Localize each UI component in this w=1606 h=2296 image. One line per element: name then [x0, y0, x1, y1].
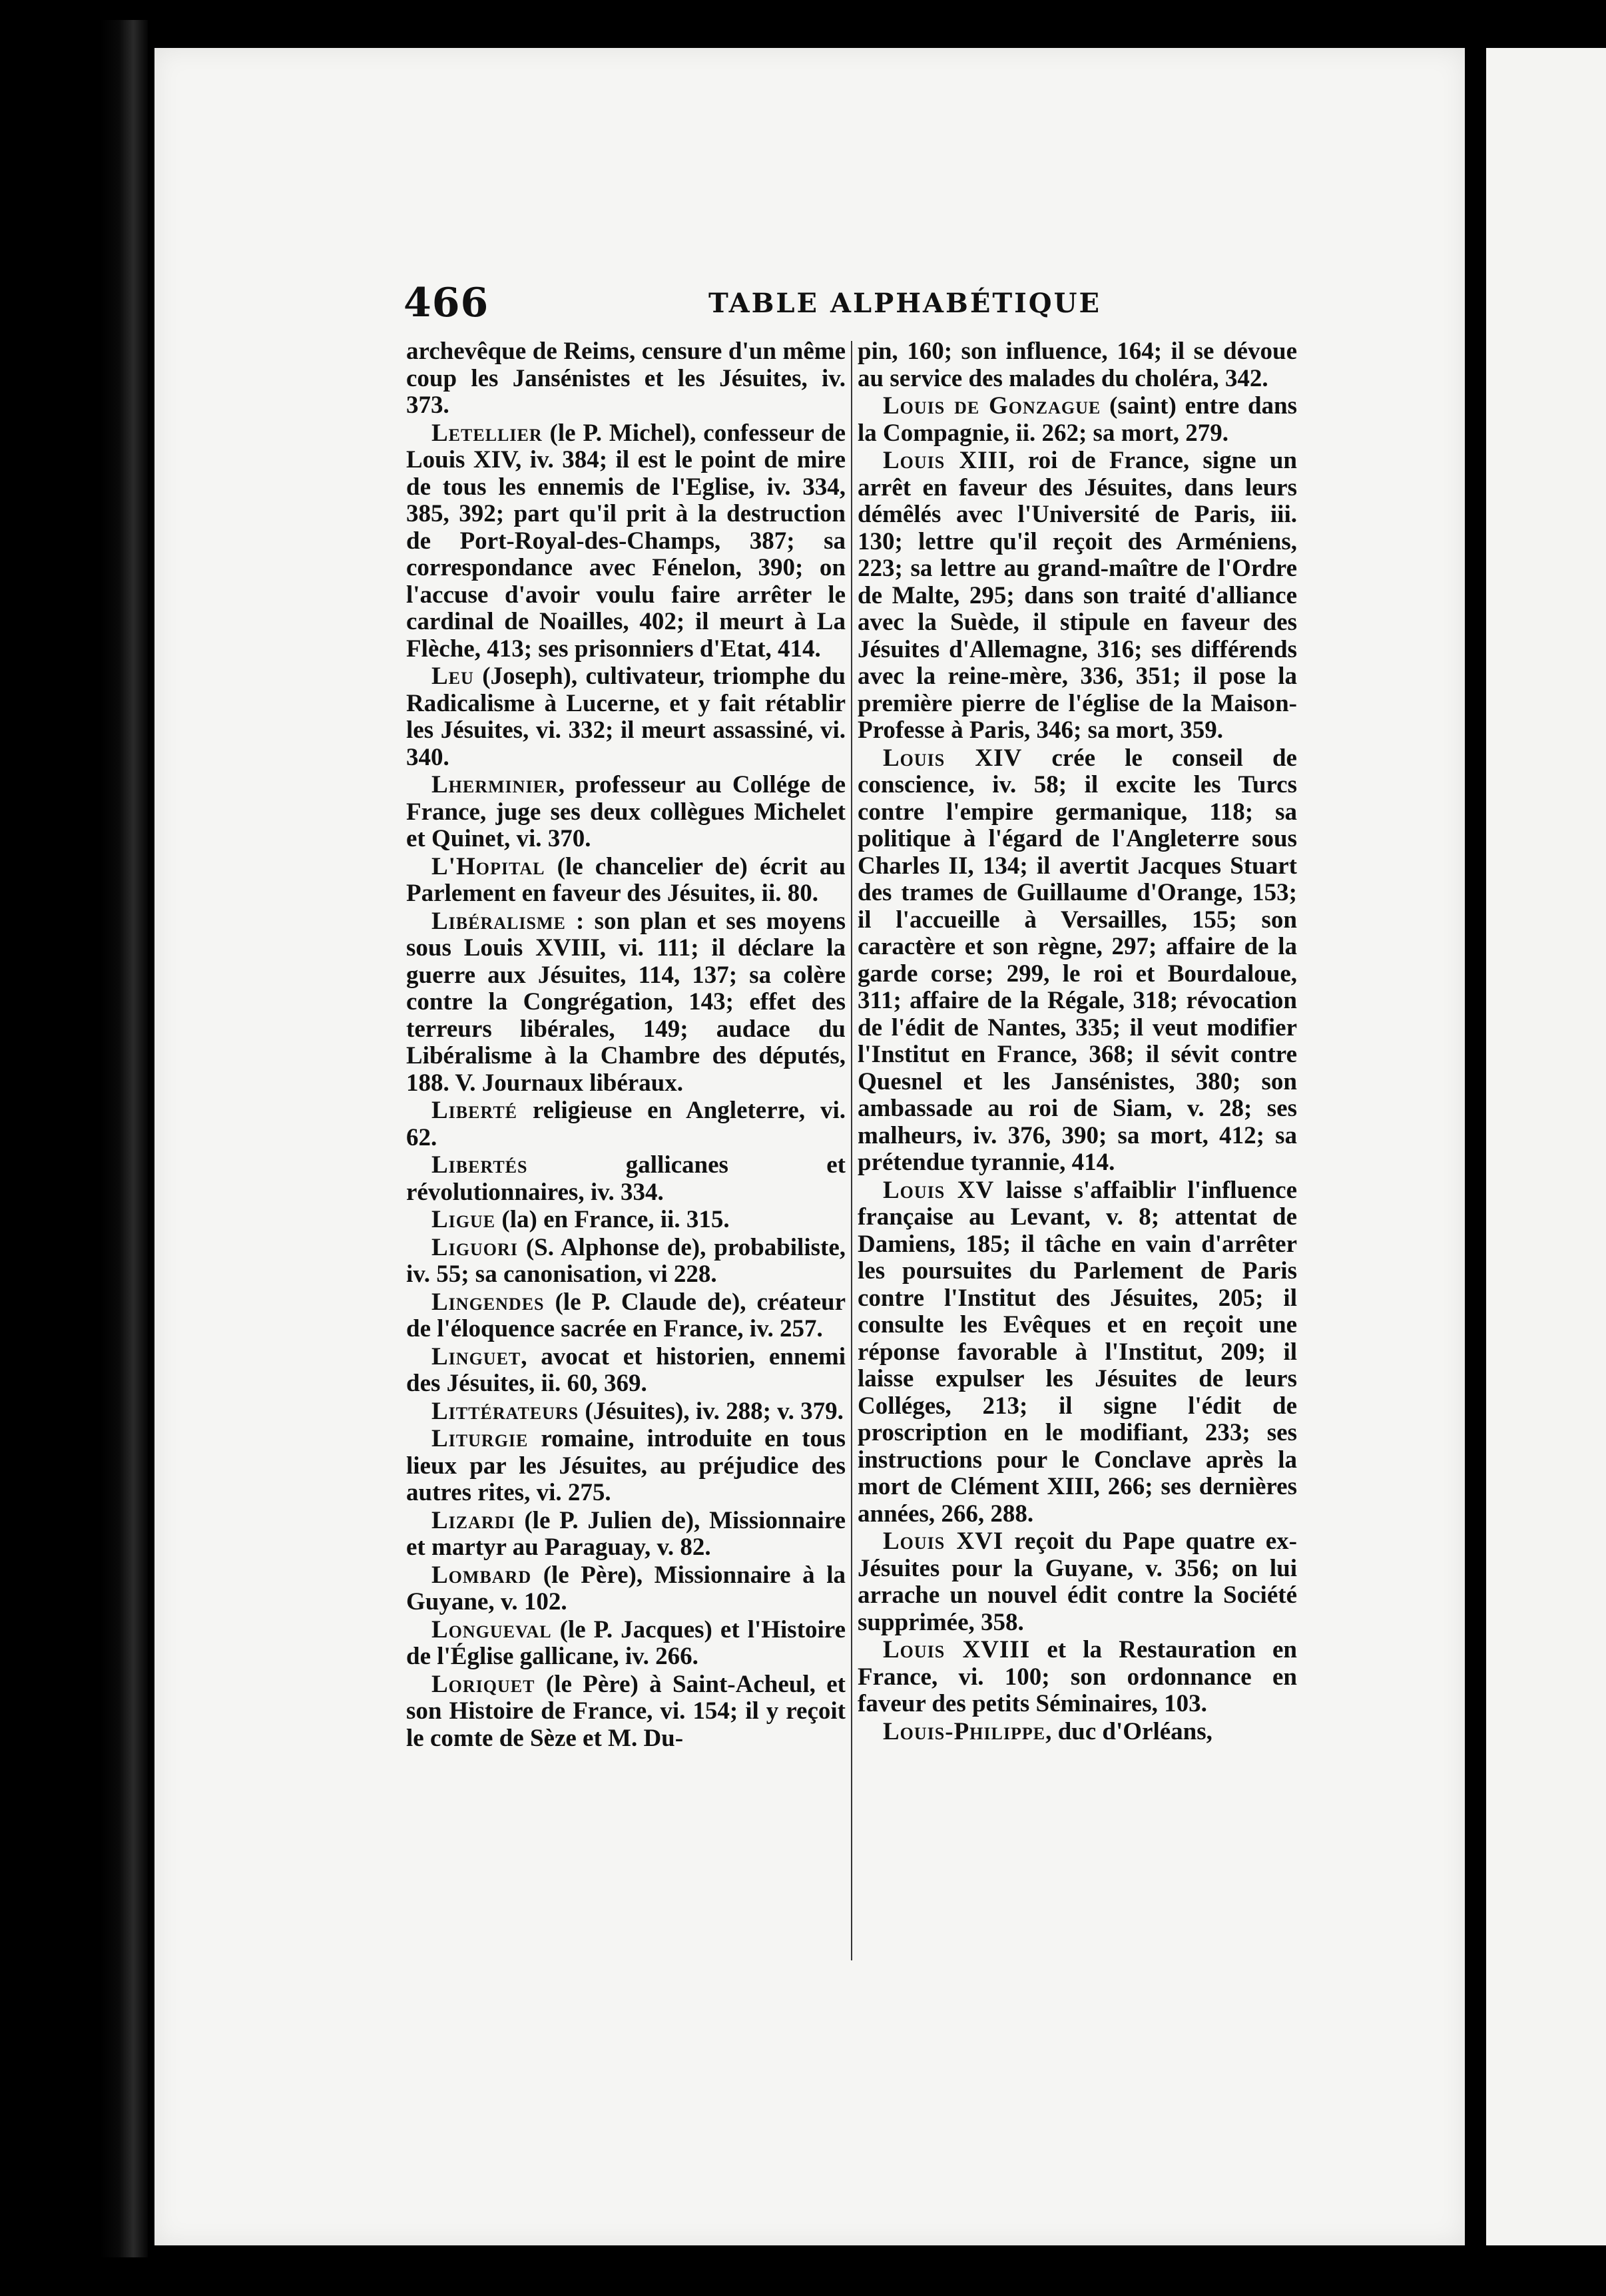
index-entry: [858, 447, 1297, 744]
entry-headword: Loriquet: [431, 1670, 535, 1698]
entry-headword: Leu: [431, 663, 474, 690]
index-entry: [406, 663, 846, 771]
page-gutter: [1466, 48, 1486, 2245]
index-entry: [406, 1398, 846, 1426]
entry-text: et la Restauration en France, vi. 100; son ordonnance en faveur des petits Séminaires, 103.: [858, 1636, 1297, 1717]
entry-text: pin, 160; son influence, 164; il se dévoue au service des malades du choléra, 342.: [858, 338, 1297, 392]
entry-headword: Littérateurs: [431, 1397, 579, 1425]
entry-text: (le Père) à Saint-Acheul, et son Histoire de France, vi. 154; il y reçoit le comte de Sèze et M. Du-: [406, 1670, 846, 1752]
entry-text: , professeur au Collége de France, juge ses deux collègues Michelet et Quinet, vi. 370.: [406, 771, 846, 852]
index-column-right: [858, 338, 1297, 1746]
entry-headword: L'Hopital: [431, 852, 545, 880]
running-title: TABLE ALPHABÉTIQUE: [708, 288, 1102, 319]
index-entry: [406, 1562, 846, 1616]
page-header: [403, 280, 1296, 326]
index-entry: [406, 1152, 846, 1206]
entry-text: , avocat et historien, ennemi des Jésuites, ii. 60, 369.: [406, 1342, 846, 1397]
entry-text: (Joseph), cultivateur, triomphe du Radicalisme à Lucerne, et y fait rétablir les Jésuites, vi. 332; il meurt assassiné, vi. 340.: [406, 663, 846, 771]
entry-text: gallicanes et révolutionnaires, iv. 334.: [406, 1151, 846, 1206]
index-entry: [858, 1719, 1297, 1746]
index-entry: [406, 1671, 846, 1753]
index-entry: [858, 338, 1297, 392]
entry-text: archevêque de Reims, censure d'un même coup les Jansénistes et les Jésuites, iv. 373.: [406, 338, 846, 419]
entry-text: romaine, introduite en tous lieux par les Jésuites, au préjudice des autres rites, vi. 275.: [406, 1425, 846, 1506]
entry-headword: Louis XVIII: [883, 1636, 1031, 1663]
entry-text: (le chancelier de) écrit au Parlement en faveur des Jésuites, ii. 80.: [406, 852, 846, 907]
entry-text: religieuse en Angleterre, vi. 62.: [406, 1097, 846, 1151]
index-entry: [406, 1289, 846, 1343]
entry-text: (le P. Julien de), Missionnaire et martyr au Paraguay, v. 82.: [406, 1506, 846, 1561]
entry-headword: Louis XIII: [883, 447, 1009, 474]
entry-text: (le P. Jacques) et l'Histoire de l'Église gallicane, iv. 266.: [406, 1615, 846, 1670]
entry-headword: Louis de Gonzague: [883, 392, 1101, 420]
entry-headword: Liberté: [431, 1097, 518, 1124]
entry-headword: Lizardi: [431, 1506, 515, 1534]
entry-text: (Jésuites), iv. 288; v. 379.: [579, 1397, 844, 1425]
entry-headword: Libertés: [431, 1151, 528, 1179]
index-entry: [406, 338, 846, 420]
index-entry: [406, 1617, 846, 1671]
index-entry: [406, 1235, 846, 1289]
entry-headword: Ligue: [431, 1206, 496, 1233]
entry-text: reçoit du Pape quatre ex-Jésuites pour la Guyane, v. 356; on lui arrache un nouvel édit contre la Société supprimée, 358.: [858, 1528, 1297, 1636]
entry-headword: Letellier: [431, 419, 543, 447]
scanner-frame-edge: [100, 20, 148, 2257]
index-entry: [406, 854, 846, 908]
index-entry: [858, 1637, 1297, 1718]
adjacent-page-edge: [1486, 48, 1606, 2245]
entry-text: (le P. Claude de), créateur de l'éloquence sacrée en France, iv. 257.: [406, 1288, 846, 1342]
entry-text: (le P. Michel), confesseur de Louis XIV, iv. 384; il est le point de mire de tous les ennemis de l'Eglise, iv. 334, 385, 392; part qu'il prit à la destruction de Port-Royal-des-Champs, 387; sa correspondance avec Fénelon, 390; on l'accuse d'avoir voulu faire arrêter le cardinal de Noailles, 402; il meurt à La Flèche, 413; ses prisonniers d'Etat, 414.: [406, 419, 846, 663]
entry-headword: Lherminier: [431, 771, 559, 798]
index-entry: [406, 772, 846, 853]
index-entry: [406, 420, 846, 663]
index-entry: [406, 1344, 846, 1398]
entry-headword: Louis XVI: [883, 1528, 1004, 1555]
index-entry: [858, 745, 1297, 1177]
index-entry: [406, 908, 846, 1097]
entry-text: crée le conseil de conscience, iv. 58; il excite les Turcs contre l'empire germanique, 118; sa politique à l'égard de l'Angleterre sous Charles II, 134; il avertit Jacques Stuart des trames de Guillaume d'Orange, 153; il l'accueille à Versailles, 155; son caractère et son règne, 297; affaire de la garde corse; 299, le roi et Bourdaloue, 311; affaire de la Régale, 318; révocation de l'édit de Nantes, 335; il veut modifier l'Institut en France, 368; il sévit contre Quesnel et les Jansénistes, 380; son ambassade au roi de Siam, v. 28; ses malheurs, iv. 376, 390; sa mort, 412; sa prétendue tyrannie, 414.: [858, 744, 1297, 1176]
page-number: 466: [403, 280, 489, 326]
entry-headword: Liturgie: [431, 1425, 529, 1452]
entry-headword: Libéralisme: [431, 907, 566, 935]
index-entry: [406, 1508, 846, 1562]
entry-text: laisse s'affaiblir l'influence française au Levant, v. 8; attentat de Damiens, 185; il tâche en vain d'arrêter les poursuites du Parlement de Paris contre l'Institut des Jésuites, 205; il consulte les Evêques et en reçoit une réponse favorable à l'Institut, 209; il laisse expulser les Jésuites de leurs Colléges, 213; il signe l'édit de proscription en le modifiant, 233; ses instructions pour le Conclave après la mort de Clément XIII, 266; ses dernières années, 266, 288.: [858, 1176, 1297, 1528]
entry-headword: Linguet: [431, 1342, 521, 1370]
index-column-left: [406, 338, 846, 1753]
index-entry: [858, 1177, 1297, 1528]
entry-text: , roi de France, signe un arrêt en faveur des Jésuites, dans leurs démêlés avec l'Université de Paris, iii. 130; lettre qu'il reçoit des Arméniens, 223; sa lettre au grand-maître de l'Ordre de Malte, 295; dans son traité d'alliance avec la Suède, il stipule en faveur des Jésuites d'Allemagne, 316; ses différends avec la reine-mère, 336, 351; il pose la première pierre de l'église de la Maison-Professe à Paris, 346; sa mort, 359.: [858, 447, 1297, 744]
index-entry: [406, 1097, 846, 1151]
index-entry: [858, 393, 1297, 447]
entry-text: (saint) entre dans la Compagnie, ii. 262; sa mort, 279.: [858, 392, 1297, 447]
entry-headword: Louis-Philippe: [883, 1717, 1046, 1745]
entry-headword: Louis XV: [883, 1176, 995, 1204]
entry-headword: Lingendes: [431, 1288, 545, 1316]
entry-headword: Liguori: [431, 1233, 518, 1261]
index-entry: [858, 1528, 1297, 1636]
index-entry: [406, 1426, 846, 1507]
entry-headword: Longueval: [431, 1615, 552, 1643]
entry-text: (la) en France, ii. 315.: [495, 1206, 730, 1233]
entry-text: : son plan et ses moyens sous Louis XVIII, vi. 111; il déclare la guerre aux Jésuites, 114, 137; sa colère contre la Congrégation, 143; effet des terreurs libérales, 149; audace du Libéralisme à la Chambre des députés, 188. V. Journaux libéraux.: [406, 907, 846, 1097]
entry-headword: Louis XIV: [883, 744, 1023, 772]
entry-text: , duc d'Orléans,: [1045, 1717, 1212, 1745]
entry-text: (S. Alphonse de), probabiliste, iv. 55; sa canonisation, vi 228.: [406, 1233, 846, 1288]
column-rule: [851, 341, 852, 1960]
entry-text: (le Père), Missionnaire à la Guyane, v. 102.: [406, 1561, 846, 1615]
index-entry: [406, 1207, 846, 1234]
entry-headword: Lombard: [431, 1561, 532, 1589]
